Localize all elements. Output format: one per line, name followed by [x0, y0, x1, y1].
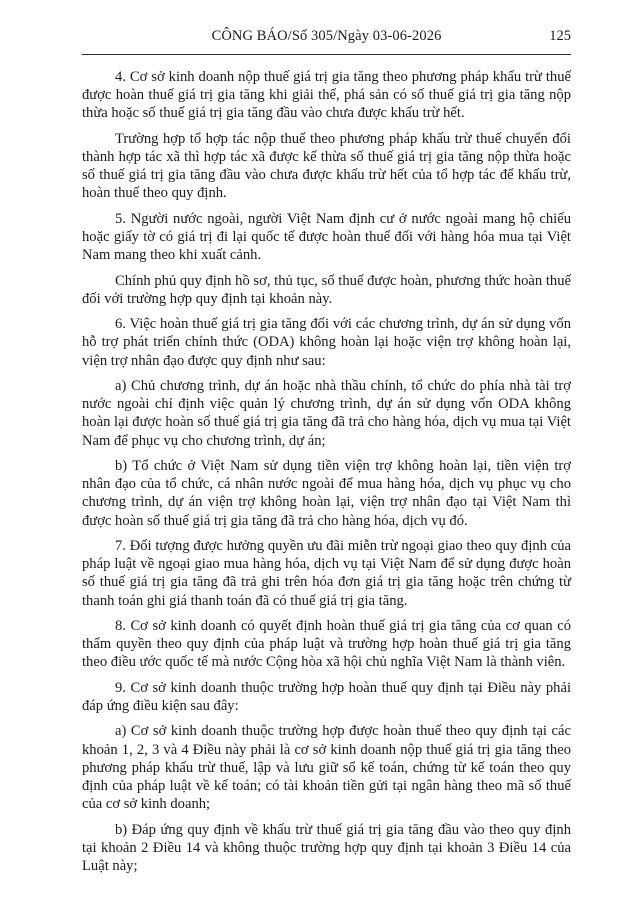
paragraph-clause-4: 4. Cơ sở kinh doanh nộp thuế giá trị gia tăng theo phương pháp khấu trừ thuế được hoàn thuế giá trị gia tăng khi giải thể, phá sản có số thuế giá trị gia tăng nộp thừa hoặc số thuế giá trị gia tăng đầu vào chưa được khấu trừ hết.	[82, 69, 571, 122]
paragraph-clause-5-government: Chính phủ quy định hồ sơ, thủ tục, số thuế được hoàn, phương thức hoàn thuế đối với trường hợp quy định tại khoản này.	[82, 272, 571, 307]
paragraph-clause-8: 8. Cơ sở kinh doanh có quyết định hoàn thuế giá trị gia tăng của cơ quan có thẩm quyền theo quy định của pháp luật và trường hợp hoàn thuế giá trị gia tăng theo điều ước quốc tế mà nước Cộng hòa xã hội chủ nghĩa Việt Nam là thành viên.	[82, 617, 571, 671]
page-number: 125	[549, 28, 571, 44]
gazette-title: CÔNG BÁO/Số 305/Ngày 03-06-2026	[211, 28, 442, 44]
paragraph-clause-6b: b) Tổ chức ở Việt Nam sử dụng tiền viện trợ không hoàn lại, tiền viện trợ nhân đạo của tổ chức, cá nhân nước ngoài để mua hàng hóa, dịch vụ phục vụ cho chương trình, dự án viện trợ không hoàn lại, viện trợ nhân đạo tại Việt Nam thì được hoàn số thuế giá trị gia tăng đã trả cho hàng hóa, dịch vụ đó.	[82, 457, 571, 529]
paragraph-clause-9a: a) Cơ sở kinh doanh thuộc trường hợp được hoàn thuế theo quy định tại các khoản 1, 2, 3 và 4 Điều này phải là cơ sở kinh doanh nộp thuế giá trị gia tăng theo phương pháp khấu trừ thuế, lập và lưu giữ sổ kế toán, chứng từ kế toán theo quy định của pháp luật về kế toán; có tài khoản tiền gửi tại ngân hàng theo mã số thuế của cơ sở kinh doanh;	[82, 723, 571, 813]
header-divider	[82, 54, 571, 55]
paragraph-clause-6: 6. Việc hoàn thuế giá trị gia tăng đối với các chương trình, dự án sử dụng vốn hỗ trợ phát triển chính thức (ODA) không hoàn lại hoặc viện trợ không hoàn lại, viện trợ nhân đạo được quy định như sau:	[82, 316, 571, 369]
paragraph-clause-4-cooperative: Trường hợp tổ hợp tác nộp thuế theo phương pháp khấu trừ thuế chuyển đổi thành hợp tác xã thì hợp tác xã được kế thừa số thuế giá trị gia tăng nộp thừa hoặc số thuế giá trị gia tăng đầu vào chưa được khấu trừ hết của tổ hợp tác để khấu trừ, hoàn thuế theo quy định.	[82, 130, 571, 202]
paragraph-clause-7: 7. Đối tượng được hưởng quyền ưu đãi miễn trừ ngoại giao theo quy định của pháp luật về ngoại giao mua hàng hóa, dịch vụ tại Việt Nam để sử dụng được hoàn số thuế giá trị gia tăng đã trả ghi trên hóa đơn giá trị gia tăng hoặc trên chứng từ thanh toán ghi giá thanh toán đã có thuế giá trị gia tăng.	[82, 537, 571, 609]
page-header	[82, 28, 571, 50]
paragraph-clause-9b: b) Đáp ứng quy định về khấu trừ thuế giá trị gia tăng đầu vào theo quy định tại khoản 2 Điều 14 và không thuộc trường hợp quy định tại khoản 3 Điều 14 của Luật này;	[82, 821, 571, 874]
document-body	[82, 68, 571, 882]
paragraph-clause-5: 5. Người nước ngoài, người Việt Nam định cư ở nước ngoài mang hộ chiếu hoặc giấy tờ có giá trị đi lại quốc tế được hoàn thuế đối với hàng hóa mua tại Việt Nam mang theo khi xuất cảnh.	[82, 210, 571, 264]
paragraph-clause-9: 9. Cơ sở kinh doanh thuộc trường hợp hoàn thuế quy định tại Điều này phải đáp ứng điều kiện sau đây:	[82, 679, 571, 714]
paragraph-clause-6a: a) Chủ chương trình, dự án hoặc nhà thầu chính, tổ chức do phía nhà tài trợ nước ngoài chỉ định việc quản lý chương trình, dự án sử dụng vốn ODA không hoàn lại được hoàn số thuế giá trị gia tăng đã trả cho hàng hóa, dịch vụ mua tại Việt Nam để phục vụ cho chương trình, dự án;	[82, 377, 571, 449]
